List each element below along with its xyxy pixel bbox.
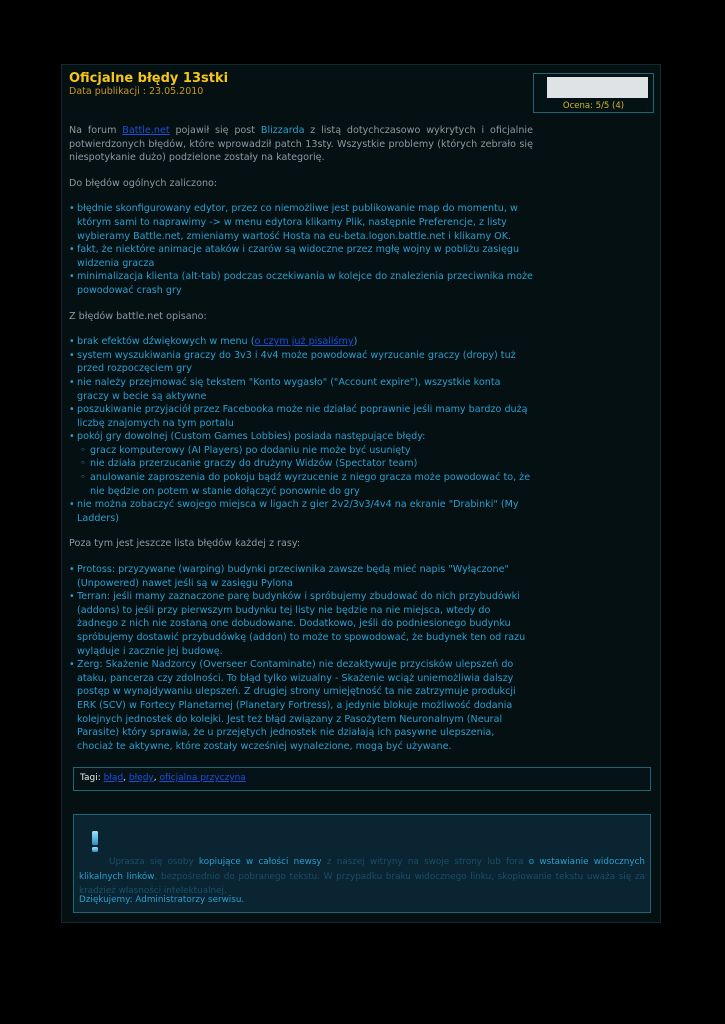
list-item: • Terran: jeśli mamy zaznaczone parę budynków i spróbujemy zbudować do nich przybudówki (addons) to jeśli przy pierwszym budynku tej listy nie będzie na nie miejsca, wtedy do żadnego z nich nie zostaną one dobudowane. Dodatkowo, jeśli do podniesionego budynku spróbujemy dostawić przybudówkę (addon) to może to spowodować, że budynek ten od razu wyląduje i zacznie jej budowę.: [69, 590, 533, 658]
list-item: ◦ anulowanie zaproszenia do pokoju bądź wyrzucenie z niego gracza może powodować to, że nie będzie on potem w stanie dołączyć ponownie do gry: [77, 471, 533, 498]
tag-separator: ,: [153, 773, 160, 783]
general-bug-list: [69, 202, 533, 297]
tag-link[interactable]: błędy: [128, 773, 154, 783]
battlenet-link[interactable]: Battle.net: [122, 125, 170, 136]
tag-link[interactable]: oficjalna przyczyna: [159, 773, 246, 783]
list-item: • poszukiwanie przyjaciół przez Facebooka może nie działać poprawnie jeśli mamy bardzo dużą liczbę znajomych na tym portalu: [69, 403, 533, 430]
list-item: [69, 430, 533, 498]
tag-separator: ,: [123, 773, 129, 783]
notice-text-1: Uprasza się osoby: [109, 857, 199, 867]
lobby-bug-list: [77, 444, 533, 498]
list-item: • nie należy przejmować się tekstem "Konto wygasło" ("Account expire"), wszystkie konta graczy w becie są aktywne: [69, 376, 533, 403]
publish-date: Data publikacji : 23.05.2010: [69, 86, 204, 97]
list-item: • Protoss: przyzywane (warping) budynki przeciwnika zawsze będą mieć napis "Wyłączone" (Unpowered) nawet jeśli są w zasięgu Pylona: [69, 563, 533, 590]
already-wrote-link[interactable]: o czym już pisaliśmy: [254, 336, 354, 348]
notice-highlight-1: kopiujące w całości newsy: [198, 857, 322, 867]
notice-text-2: z naszej witryny na swoje strony lub fora: [321, 857, 529, 867]
list-item: ◦ nie działa przerzucanie graczy do drużyny Widzów (Spectator team): [77, 457, 533, 471]
list-item: [69, 335, 533, 349]
bnet-heading: Z błędów battle.net opisano:: [69, 310, 207, 322]
intro-text-2: pojawił się post: [169, 125, 261, 136]
exclamation-icon: [89, 830, 101, 854]
lobby-heading: pokój gry dowolnej (Custom Games Lobbies) posiada następujące błędy:: [77, 431, 426, 443]
bnet-bug-list: [69, 335, 533, 525]
rating-label: Ocena: 5/5 (4): [562, 101, 625, 111]
bnet-first-close: ): [353, 336, 358, 348]
notice-thanks: Dziękujemy: Administratorzy serwisu.: [79, 895, 245, 905]
article-content: [69, 124, 533, 765]
intro-text-3: z listą dotychczasowo wykrytych i oficjalnie potwierdzonych błędów, które wprowadził patch 13sty. Wszystkie problemy (których zebrało się niespotykanie dużo) podzielone zostały na kategorię.: [69, 125, 533, 164]
blizzard-link[interactable]: Blizzarda: [260, 125, 305, 136]
notice-highlight-2: o wstawianie widocznych klikalnych linków: [79, 857, 645, 882]
list-item: • nie można zobaczyć swojego miejsca w ligach z gier 2v2/3v3/4v4 na ekranie "Drabinki" (My Ladders): [69, 498, 533, 525]
intro-text-1: Na forum: [69, 125, 123, 136]
rating-widget: [533, 73, 654, 113]
intro-paragraph: [69, 124, 533, 165]
general-heading: Do błędów ogólnych zaliczono:: [69, 177, 218, 189]
bnet-first-text: brak efektów dźwiękowych w menu (: [77, 336, 255, 348]
list-item: • fakt, że niektóre animacje ataków i czarów są widoczne przez mgłę wojny w pobliżu zasięgu widzenia gracza: [69, 243, 533, 270]
tag-link[interactable]: błąd: [103, 773, 124, 783]
article-title: Oficjalne błędy 13stki: [69, 71, 229, 86]
list-item: • błędnie skonfigurowany edytor, przez co niemożliwe jest publikowanie map do momentu, w którym sami to naprawimy -> w menu edytora klikamy Plik, następnie Preferencje, z listy wybieramy Battle.net, zmieniamy wartość Hosta na eu-beta.logon.battle.net i klikamy OK.: [69, 202, 533, 243]
list-item: • system wyszukiwania graczy do 3v3 i 4v4 może powodować wyrzucanie graczy (dropy) tuż przed rozpoczęciem gry: [69, 349, 533, 376]
tags-label: Tagi:: [80, 773, 101, 783]
rating-stars-bar[interactable]: [547, 77, 648, 98]
list-item: • minimalizacja klienta (alt-tab) podczas oczekiwania w kolejce do znalezienia przeciwnika może powodować crash gry: [69, 270, 533, 297]
tags-box: [73, 767, 651, 791]
race-heading: Poza tym jest jeszcze lista błędów każdej z rasy:: [69, 538, 301, 550]
notice-text: [79, 855, 645, 899]
race-bug-list: [69, 563, 533, 753]
notice-text-3: , bezpośrednio do pobranego tekstu. W przypadku braku widocznego linku, skopiowanie tekstu uważa się za kradzież własności intelektualnej.: [79, 871, 645, 896]
copyright-notice: [73, 814, 651, 913]
list-item: • Zerg: Skażenie Nadzorcy (Overseer Contaminate) nie dezaktywuje przycisków ulepszeń do ataku, pancerza czy zdolności. To błąd tylko wizualny - Skażenie wciąż uniemożliwia dalszy postęp w wynajdywaniu ulepszeń. Z drugiej strony umiejętność ta nie zatrzymuje produkcji ERK (SCV) w Fortecy Planetarnej (Planetary Fortress), a jedynie blokuje możliwość dodania kolejnych jednostek do kolejki. Jest też błąd związany z Pasożytem Neuronalnym (Neural Parasite) który sprawia, że u przejętych jednostek nie działają ich pasywne ulepszenia, chociaż te aktywne, które zostały wcześniej wynalezione, mogą być używane.: [69, 658, 533, 753]
list-item: ◦ gracz komputerowy (AI Players) po dodaniu nie może być usunięty: [77, 444, 533, 458]
